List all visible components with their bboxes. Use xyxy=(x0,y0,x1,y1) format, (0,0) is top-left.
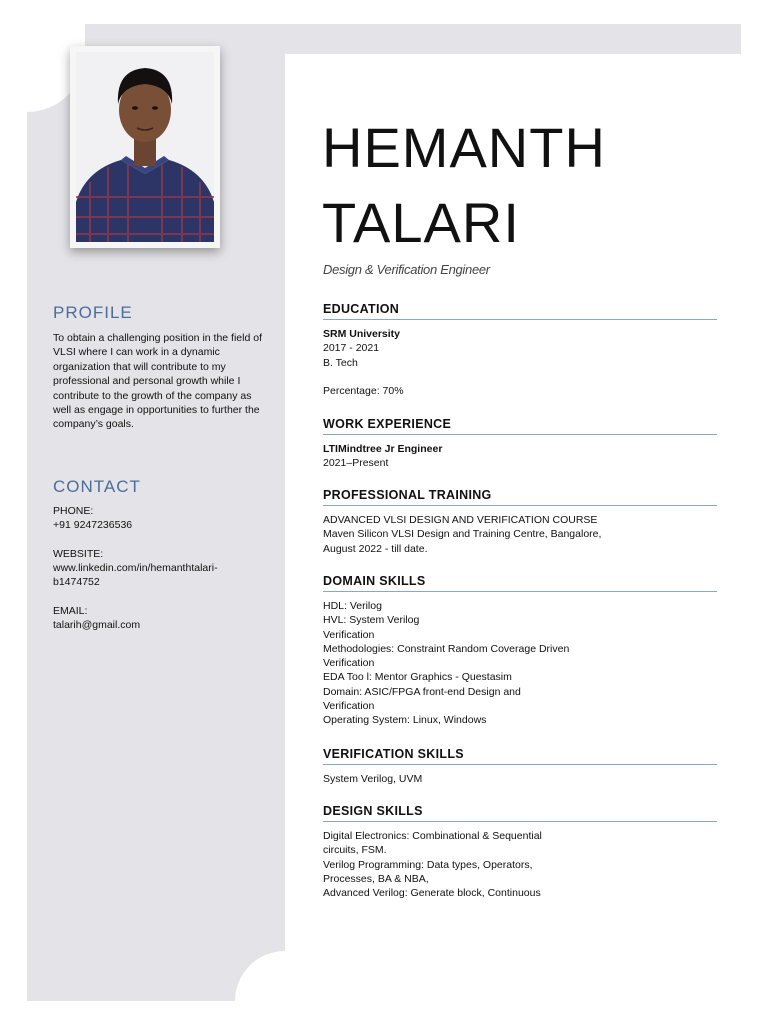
domain-skill-line: Verification xyxy=(323,628,375,641)
contact-phone xyxy=(53,504,273,532)
education-degree: B. Tech xyxy=(323,356,358,369)
training-line: August 2022 - till date. xyxy=(323,542,428,555)
domain-skill-line: Operating System: Linux, Windows xyxy=(323,714,487,727)
design-skill-line: Advanced Verilog: Generate block, Continuous xyxy=(323,887,541,900)
domain-skill-line: EDA Too l: Mentor Graphics - Questasim xyxy=(323,671,512,684)
design-skills-heading: DESIGN SKILLS xyxy=(323,804,717,822)
verification-skills-heading: VERIFICATION SKILLS xyxy=(323,747,717,765)
domain-skills-section xyxy=(323,574,717,728)
verification-skills-section xyxy=(323,747,717,786)
name-first: HEMANTH xyxy=(322,116,606,179)
job-title: Design & Verification Engineer xyxy=(323,262,490,277)
design-skill-line: Digital Electronics: Combinational & Sequential xyxy=(323,830,542,842)
contact-email xyxy=(53,604,273,632)
phone-value: +91 9247236536 xyxy=(53,519,133,531)
email-label: EMAIL: xyxy=(53,605,88,617)
person-photo-illustration xyxy=(76,52,214,242)
domain-skill-line: Domain: ASIC/FPGA front-end Design and xyxy=(323,685,521,698)
domain-skill-line: Verification xyxy=(323,657,375,670)
design-skills-section xyxy=(323,804,717,900)
domain-skill-line: Verification xyxy=(323,700,375,713)
education-school: SRM University xyxy=(323,328,401,340)
training-heading: PROFESSIONAL TRAINING xyxy=(323,488,717,506)
phone-label: PHONE: xyxy=(53,505,94,517)
design-skill-line: Verilog Programming: Data types, Operators, xyxy=(323,858,533,871)
domain-skill-line: HVL: System Verilog xyxy=(323,614,420,627)
domain-skill-line: Methodologies: Constraint Random Coverage Driven xyxy=(323,642,570,655)
contact-heading: CONTACT xyxy=(53,477,141,496)
website-label: WEBSITE: xyxy=(53,548,104,560)
work-heading: WORK EXPERIENCE xyxy=(323,417,717,435)
education-heading: EDUCATION xyxy=(323,302,717,320)
work-role: LTIMindtree Jr Engineer xyxy=(323,443,443,455)
design-skill-line: Processes, BA & NBA, xyxy=(323,872,429,885)
training-section xyxy=(323,488,717,556)
training-line: Maven Silicon VLSI Design and Training Centre, Bangalore, xyxy=(323,528,602,541)
work-period: 2021–Present xyxy=(323,457,389,470)
education-years: 2017 - 2021 xyxy=(323,342,380,355)
education-percentage: Percentage: 70% xyxy=(323,384,404,397)
profile-photo xyxy=(70,46,220,248)
email-value[interactable]: talarih@gmail.com xyxy=(53,619,141,631)
verification-skills-text: System Verilog, UVM xyxy=(323,773,423,785)
domain-skill-line: HDL: Verilog xyxy=(323,600,382,612)
website-line-2[interactable]: b1474752 xyxy=(53,576,100,588)
design-skill-line: circuits, FSM. xyxy=(323,844,387,857)
profile-text: To obtain a challenging position in the field of VLSI where I can work in a dynamic organization that will contribute to my professional and personal growth while I contribute to the growth of the company as well as engage in opportunities to further the company’s goals. xyxy=(53,332,262,431)
work-section xyxy=(323,417,717,471)
website-line-1[interactable]: www.linkedin.com/in/hemanthtalari- xyxy=(53,562,218,574)
education-section xyxy=(323,302,717,398)
contact-website xyxy=(53,547,273,589)
training-line: ADVANCED VLSI DESIGN AND VERIFICATION COURSE xyxy=(323,514,598,526)
profile-heading: PROFILE xyxy=(53,303,133,322)
domain-skills-heading: DOMAIN SKILLS xyxy=(323,574,717,592)
name-last: TALARI xyxy=(322,191,520,254)
